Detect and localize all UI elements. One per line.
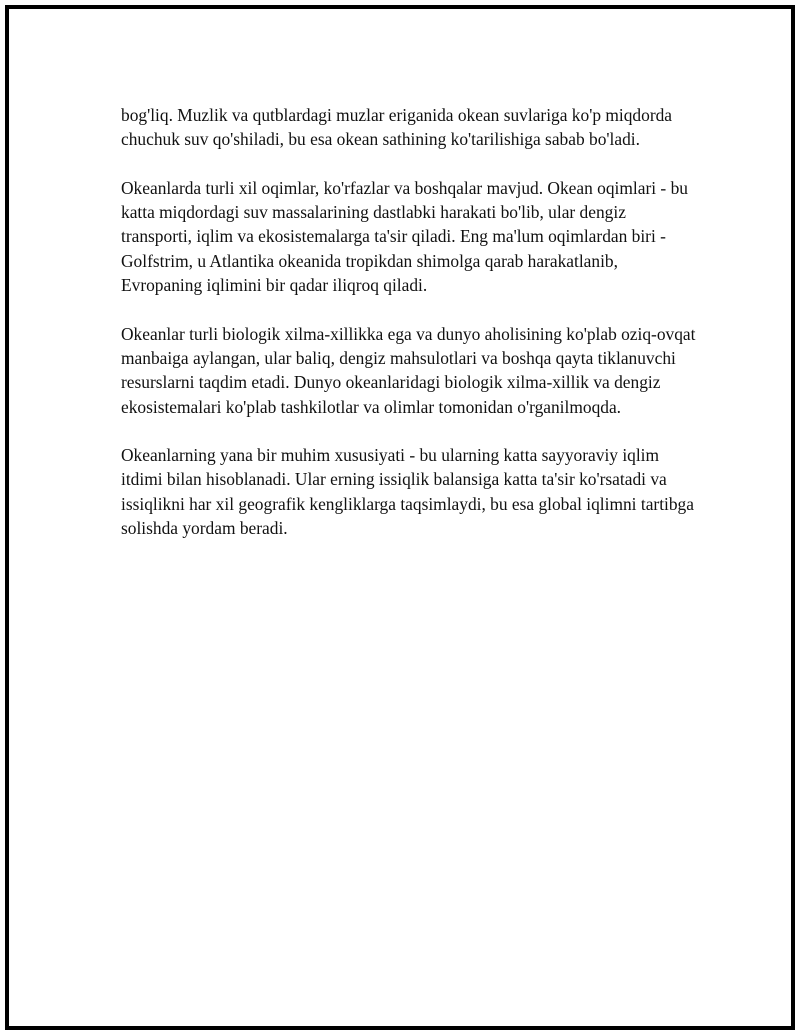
- paragraph-4: Okeanlarning yana bir muhim xususiyati - bu ularning katta sayyoraviy iqlim itdimi bilan hisoblanadi. Ular erning issiqlik balansiga katta ta'sir ko'rsatadi va issiqlikni har xil geografik kengliklarga taqsimlaydi, bu esa global iqlimni tartibga solishda yordam beradi.: [121, 445, 694, 539]
- paragraph-2: Okeanlarda turli xil oqimlar, ko'rfazlar va boshqalar mavjud. Okean oqimlari - bu katta miqdordagi suv massalarining dastlabki harakati bo'lib, ular dengiz transporti, iqlim va ekosistemalarga ta'sir qiladi. Eng ma'lum oqimlardan biri - Golfstrim, u Atlantika okeanida tropikdan shimolga qarab harakatlanib, Evropaning iqlimini bir qadar iliqroq qiladi.: [121, 177, 688, 296]
- paragraph-3: Okeanlar turli biologik xilma-xillikka ega va dunyo aholisining ko'plab oziq-ovqat manbaiga aylangan, ular baliq, dengiz mahsulotlari va boshqa qayta tiklanuvchi resurslarni taqdim etadi. Dunyo okeanlaridagi biologik xilma-xillik va dengiz ekosistemalari ko'plab tashkilotlar va olimlar tomonidan o'rganilmoqda.: [121, 323, 696, 417]
- page-frame: [5, 5, 795, 1030]
- body-text: [121, 103, 701, 565]
- paragraph-1: bog'liq. Muzlik va qutblardagi muzlar eriganida okean suvlariga ko'p miqdorda chuchuk suv qo'shiladi, bu esa okean sathining ko'tarilishiga sabab bo'ladi.: [121, 105, 673, 150]
